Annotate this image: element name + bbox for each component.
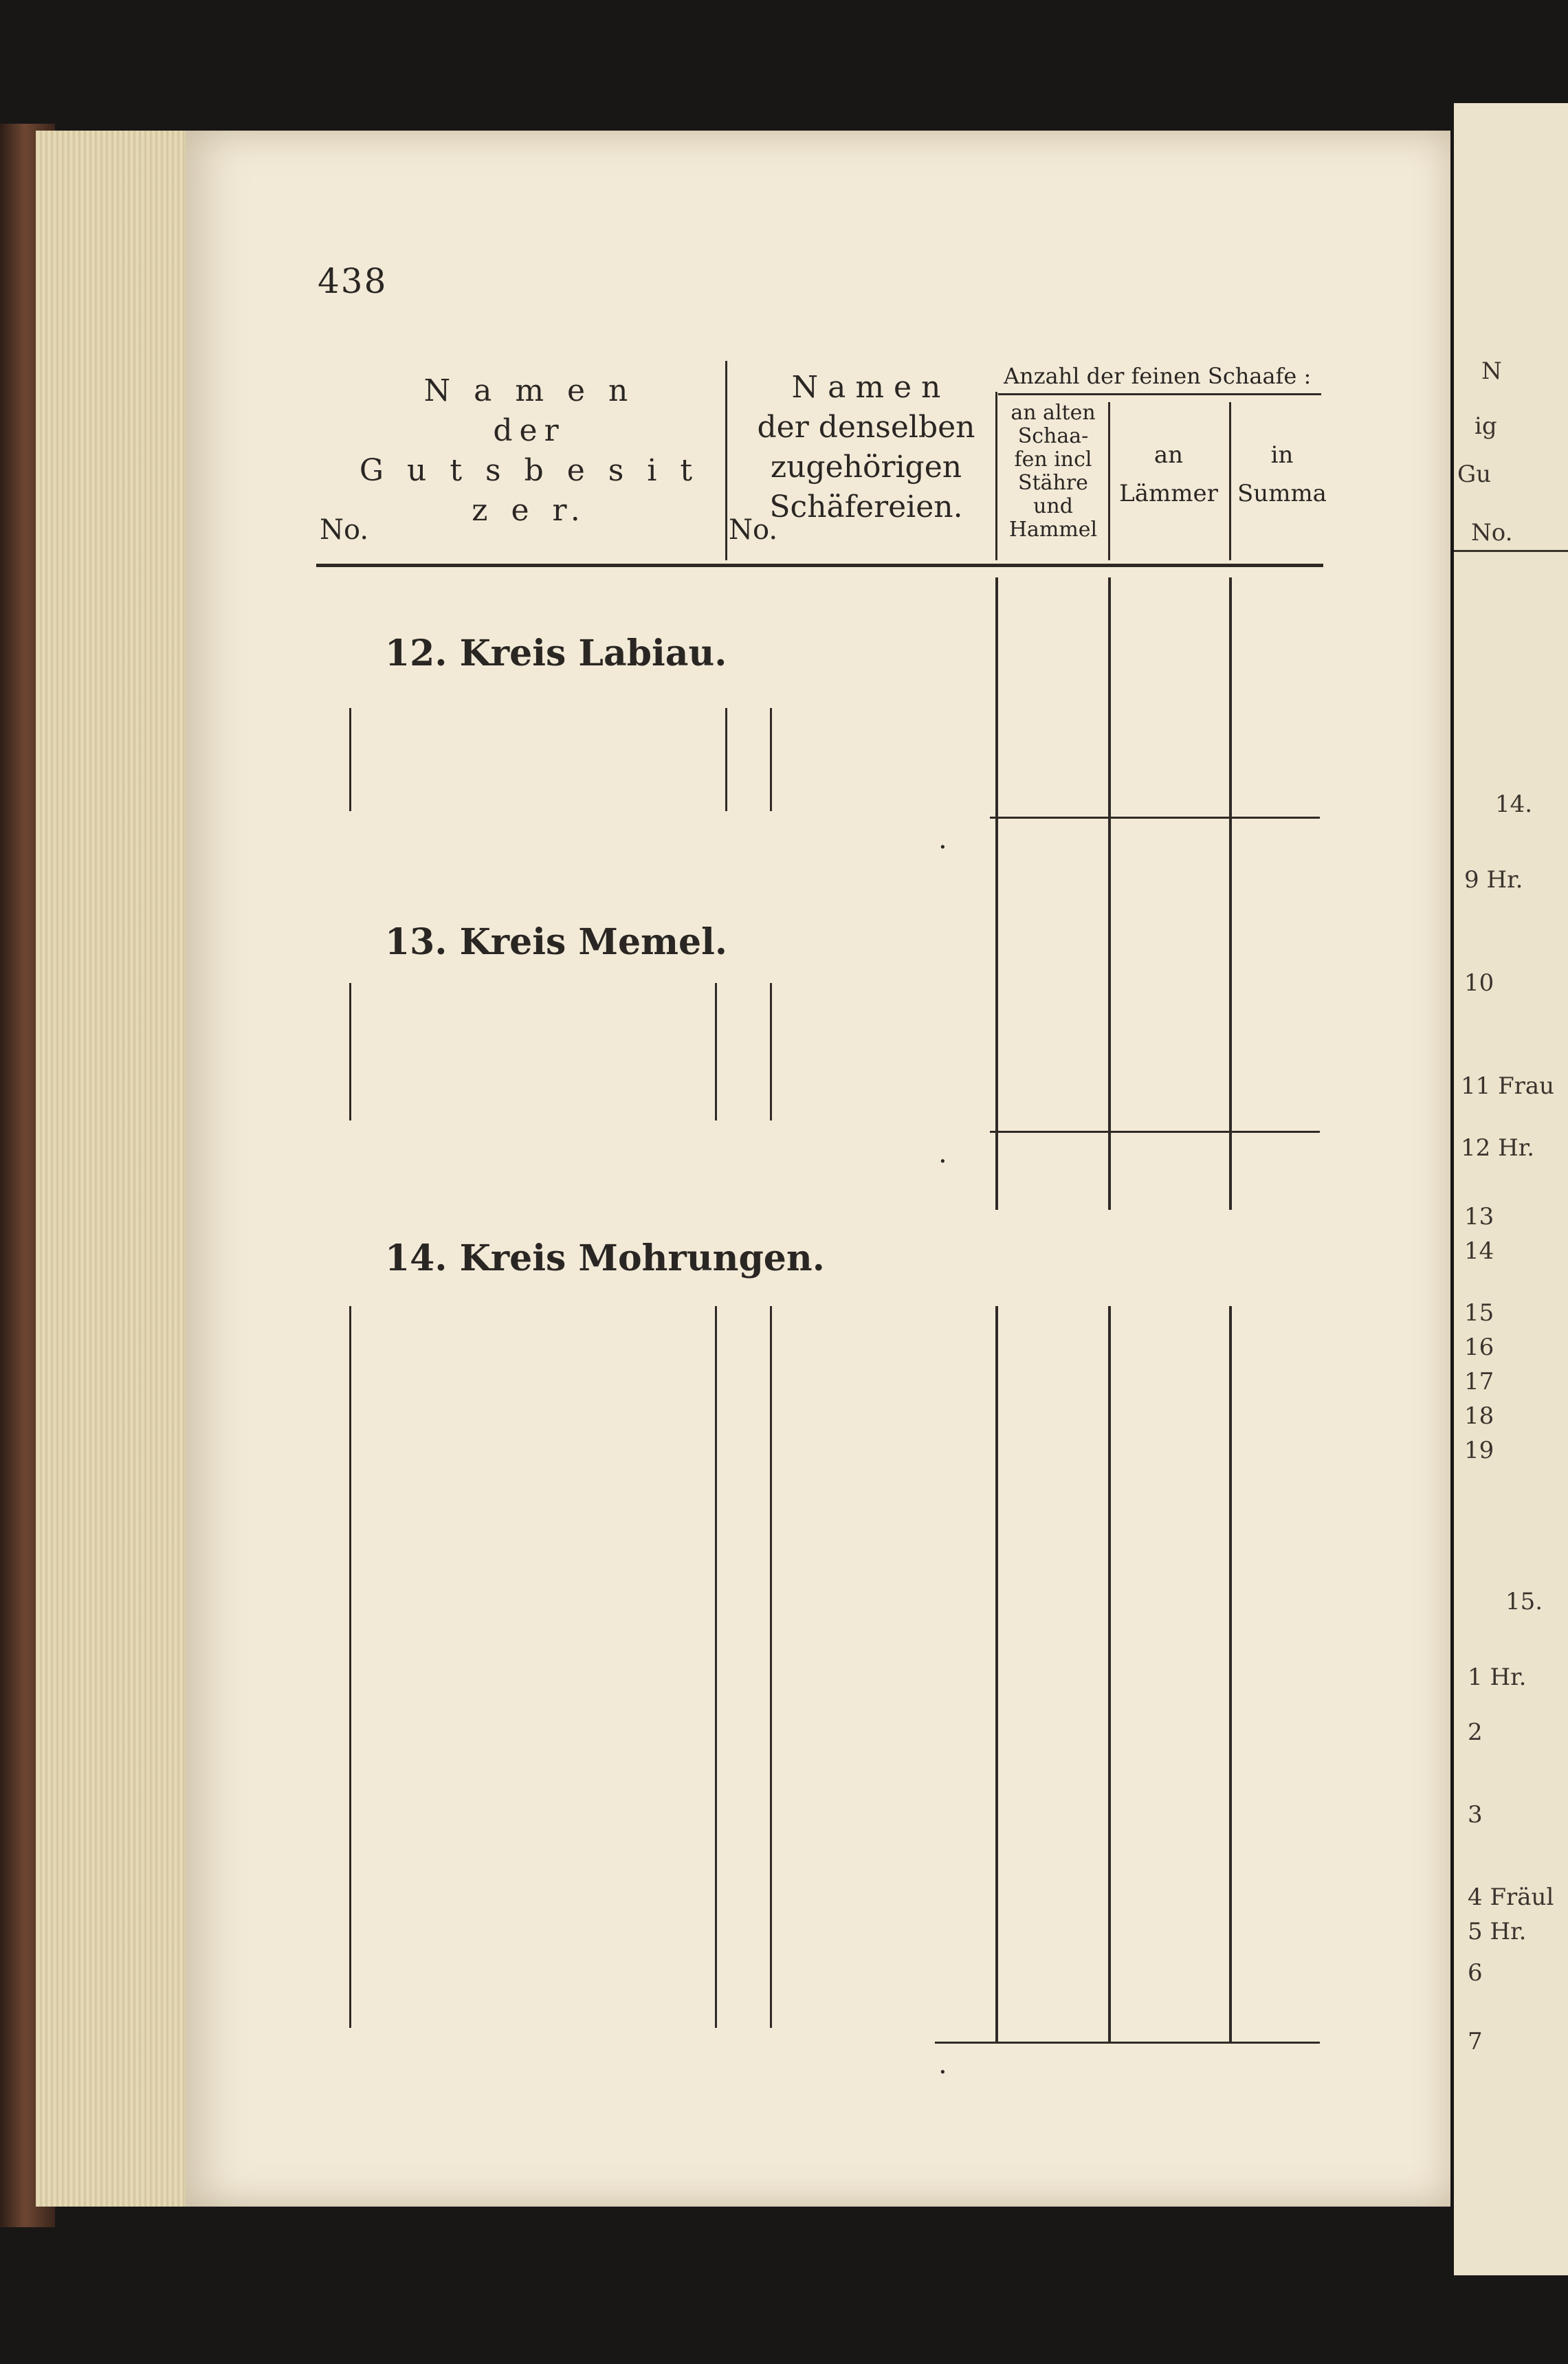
header-top-rule [998,393,1321,395]
col-line-lambs [1108,1306,1111,2042]
header-bottom-rule [316,564,1323,567]
header-divider-lambs [1229,402,1231,560]
facing-page-rule [1454,550,1568,552]
facing-page-fragment: 17 [1464,1368,1494,1395]
header-sheep-title: Anzahl der feinen Schaafe : [1004,363,1312,389]
facing-page-fragment: 11 Frau [1461,1072,1555,1100]
facing-page-fragment: 4 Fräul [1468,1884,1554,1911]
facing-page-fragment: 15. [1505,1588,1543,1615]
facing-page-fragment: N [1481,357,1502,385]
facing-page-fragment: 6 [1468,1959,1483,1987]
facing-page-fragment: 7 [1468,2028,1483,2055]
facing-page-fragment: 1 Hr. [1468,1664,1527,1691]
divider-fold-mohr [715,1306,717,2028]
header-col-old: an alten Schaa- fen incl Stähre und Hammel [1008,401,1098,542]
divider-fold2-labiau [770,708,772,811]
divider-fold-labiau [725,708,727,811]
header-owner-column: N a m e n der G u t s b e s i t z e r. [359,373,700,528]
col-line-total [1229,1306,1232,2042]
col-line-old [995,921,998,1210]
header-fold-no: No. [729,514,778,546]
col-line-total [1229,921,1232,1210]
header-divider-sheep [995,392,997,560]
facing-page-fragment: 12 Hr. [1461,1134,1535,1162]
section-title: 12. Kreis Labiau. [385,632,727,674]
col-line-old [995,577,998,921]
sum-dot: . [938,824,947,855]
sum-dot: . [938,2048,947,2080]
facing-page-fragment: 14 [1464,1237,1494,1265]
divider-owner-memel [349,983,351,1120]
sum-rule [990,817,1320,819]
divider-fold2-memel [770,983,772,1120]
facing-page-fragment: 14. [1495,791,1533,818]
facing-page-fragment: No. [1471,519,1513,546]
header-divider-owner [725,361,727,560]
facing-page-fragment: Gu [1457,461,1492,488]
header-divider-old [1108,402,1110,560]
divider-owner-labiau [349,708,351,811]
final-rule [935,2042,1320,2044]
facing-page-fragment: 18 [1464,1402,1494,1430]
facing-page-fragment: 2 [1468,1719,1483,1746]
facing-page-fragment: 10 [1464,969,1494,997]
page-stack-edge [36,131,194,2207]
col-line-total [1229,577,1232,921]
facing-page-fragment: 9 Hr. [1464,866,1523,894]
col-line-lambs [1108,577,1111,921]
facing-page-fragment: 19 [1464,1437,1494,1464]
divider-owner-mohr [349,1306,351,2028]
header-fold-column: N a m e n der denselben zugehörigen Schäfereien. [757,370,975,524]
facing-page-fragment: ig [1475,412,1497,440]
facing-page-fragment: 15 [1464,1299,1494,1327]
header-col-lambs: an Lämmer [1119,441,1218,507]
col-line-old [995,1306,998,2042]
header-owner-no: No. [320,514,369,546]
page-number: 438 [318,261,388,301]
facing-page [1454,103,1568,2275]
header-col-total: in Summa [1237,441,1327,507]
sum-rule [990,1131,1320,1133]
section-title: 14. Kreis Mohrungen. [385,1237,825,1279]
facing-page-fragment: 3 [1468,1801,1483,1829]
divider-fold-memel [715,983,717,1120]
col-line-lambs [1108,921,1111,1210]
section-title: 13. Kreis Memel. [385,921,727,963]
facing-page-fragment: 13 [1464,1203,1494,1230]
sum-dot: . [938,1138,947,1169]
facing-page-fragment: 16 [1464,1334,1494,1361]
facing-page-fragment: 5 Hr. [1468,1918,1527,1945]
divider-fold2-mohr [770,1306,772,2028]
